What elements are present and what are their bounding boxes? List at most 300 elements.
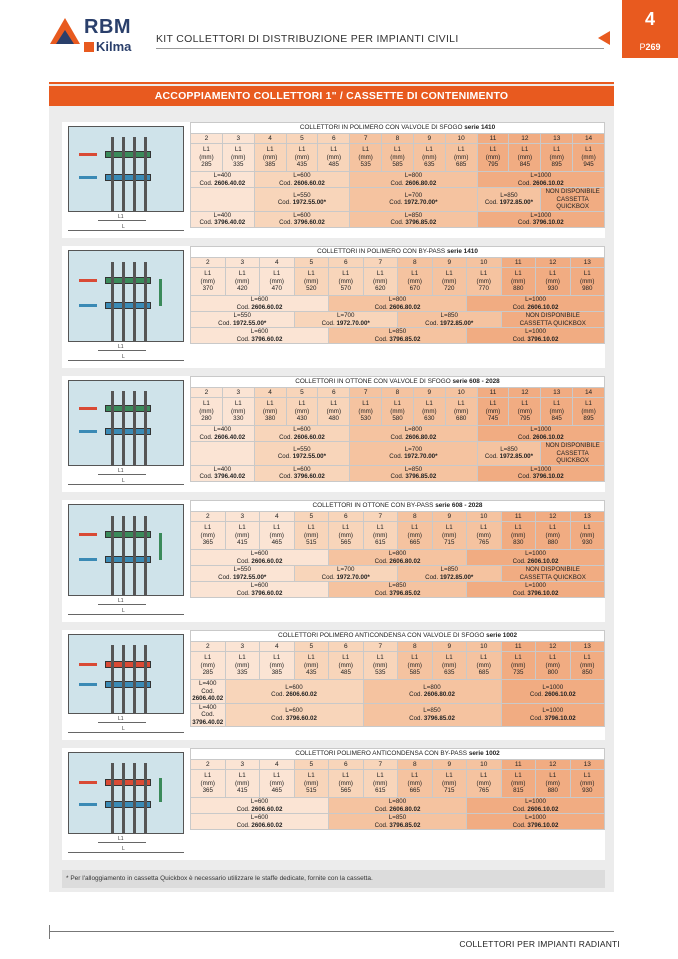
cod-cell: L=400 Cod. 2606.40.02 (192, 680, 224, 702)
l1-cell: L1 (mm) 795 (477, 144, 509, 172)
cod-cell: L=600 Cod. 2606.60.02 (191, 550, 329, 566)
flow-arrow-icon (79, 558, 97, 561)
outlet-count: 13 (541, 388, 573, 398)
cod-cell: L=850 Cod. 3796.85.02 (363, 703, 501, 727)
cod-cell: L=600 Cod. 2606.60.02 (225, 680, 363, 704)
collector-illustration (62, 376, 190, 492)
l1-cell: L1 (mm) 285 (191, 144, 223, 172)
outlet-count: 6 (318, 388, 350, 398)
outlet-count: 14 (573, 388, 605, 398)
outlet-count: 11 (477, 388, 509, 398)
outlet-count: 7 (363, 258, 398, 268)
cod-cell: L=400 Cod. 3796.40.02 (192, 703, 224, 726)
outlet-count: 7 (363, 512, 398, 522)
table-title: COLLETTORI POLIMERO ANTICONDENSA CON BY-PASS serie 1002 (191, 749, 605, 760)
dimension-table (190, 376, 605, 482)
dimension-l1-label: L1 (118, 716, 124, 722)
l1-cell: L1 (mm) 635 (432, 652, 467, 680)
cod-cell: L=600 Cod. 2606.60.02 (191, 296, 329, 312)
cod-cell: L=800 Cod. 2606.80.02 (350, 426, 477, 442)
outlet-count: 3 (225, 512, 260, 522)
dimension-l-label: L (122, 726, 125, 732)
l1-cell: L1 (mm) 630 (413, 398, 445, 426)
outlet-count: 11 (501, 512, 536, 522)
header-divider (156, 48, 604, 49)
cod-cell: L=1000 Cod. 3796.10.02 (501, 703, 605, 727)
l1-cell: L1 (mm) 570 (329, 268, 364, 296)
cod-cell: L=1000 Cod. 3796.10.02 (467, 814, 605, 830)
outlet-count: 10 (467, 512, 502, 522)
outlet-count: 6 (329, 642, 364, 652)
dimension-l1-label: L1 (118, 214, 124, 220)
outlet-count: 12 (509, 134, 541, 144)
cod-cell: L=550 Cod. 1972.55.00* (191, 312, 295, 328)
l1-cell: L1 (mm) 770 (467, 268, 502, 296)
collector-block (62, 376, 605, 492)
cod-cell: L=1000 Cod. 3796.10.02 (467, 328, 605, 344)
cod-cell: L=800 Cod. 2606.80.02 (329, 296, 467, 312)
collector-block (62, 246, 605, 368)
l1-cell: L1 (mm) 930 (570, 522, 605, 550)
empty-cell (191, 188, 255, 212)
pipe (122, 516, 125, 595)
outlet-count: 6 (329, 760, 364, 770)
not-available-cell: NON DISPONIBILE CASSETTA QUICKBOX (541, 442, 605, 466)
logo-brand: RBM (84, 16, 132, 38)
l1-cell: L1 (mm) 880 (501, 268, 536, 296)
outlet-count: 3 (225, 760, 260, 770)
dimension-l-label: L (122, 478, 125, 484)
dimension-table (190, 748, 605, 830)
flow-arrow-icon (79, 803, 97, 806)
table-title: COLLETTORI IN POLIMERO CON VALVOLE DI SFOGO serie 1410 (191, 123, 605, 134)
l1-cell: L1 (mm) 385 (260, 652, 295, 680)
outlet-count: 7 (350, 388, 382, 398)
not-available-cell: NON DISPONIBILE CASSETTA QUICKBOX (541, 188, 605, 212)
pipe (133, 391, 136, 465)
kilma-square-icon (84, 42, 94, 52)
cod-cell: L=800 Cod. 2606.80.02 (329, 798, 467, 814)
outlet-count: 2 (191, 760, 226, 770)
outlet-count: 4 (260, 642, 295, 652)
outlet-count: 8 (398, 642, 433, 652)
cod-cell: L=1000 Cod. 2606.10.02 (477, 426, 604, 442)
outlet-count: 3 (225, 642, 260, 652)
outlet-count: 13 (570, 258, 605, 268)
l1-cell: L1 (mm) 530 (350, 398, 382, 426)
cod-cell: L=600 Cod. 3796.60.02 (225, 703, 363, 727)
outlet-count: 8 (382, 134, 414, 144)
cod-cell: L=550 Cod. 1972.55.00* (254, 442, 350, 466)
l1-cell: L1 (mm) 845 (509, 144, 541, 172)
l1-cell: L1 (mm) 415 (225, 522, 260, 550)
l1-cell: L1 (mm) 435 (294, 652, 329, 680)
l1-cell: L1 (mm) 850 (570, 652, 605, 680)
outlet-count: 8 (382, 388, 414, 398)
bypass-pipe (159, 533, 162, 561)
outlet-count: 4 (254, 388, 286, 398)
pipe (122, 262, 125, 341)
pipe (122, 645, 125, 714)
cod-cell: L=1000 Cod. 3796.10.02 (477, 211, 604, 227)
l1-cell: L1 (mm) 665 (398, 770, 433, 798)
outlet-count: 5 (286, 134, 318, 144)
l1-cell: L1 (mm) 435 (286, 144, 318, 172)
l1-cell: L1 (mm) 565 (329, 522, 364, 550)
flow-arrow-icon (79, 533, 97, 536)
l1-cell: L1 (mm) 335 (225, 652, 260, 680)
l1-cell: L1 (mm) 430 (286, 398, 318, 426)
l1-cell: L1 (mm) 335 (222, 144, 254, 172)
bypass-pipe (159, 778, 162, 803)
l1-cell: L1 (mm) 635 (413, 144, 445, 172)
l1-cell: L1 (mm) 845 (541, 398, 573, 426)
pipe (133, 763, 136, 834)
outlet-count: 10 (467, 258, 502, 268)
cod-cell: L=400 Cod. 2606.40.02 (191, 172, 255, 188)
outlet-count: 4 (260, 760, 295, 770)
outlet-count: 11 (501, 258, 536, 268)
outlet-count: 6 (329, 512, 364, 522)
outlet-count: 3 (222, 134, 254, 144)
outlet-count: 13 (570, 760, 605, 770)
cod-cell: L=850 Cod. 3796.85.02 (329, 814, 467, 830)
cod-cell: L=1000 Cod. 2606.10.02 (467, 798, 605, 814)
dimension-l1 (98, 604, 146, 605)
l1-cell: L1 (mm) 585 (398, 652, 433, 680)
l1-cell: L1 (mm) 385 (254, 144, 286, 172)
outlet-count: 4 (260, 512, 295, 522)
cod-cell: L=800 Cod. 2606.80.02 (363, 680, 501, 704)
l1-cell: L1 (mm) 800 (536, 652, 571, 680)
l1-cell: L1 (mm) 670 (398, 268, 433, 296)
page-number: P269 (622, 42, 678, 56)
dimension-l1-label: L1 (118, 836, 124, 842)
cod-cell: L=600 Cod. 2606.60.02 (254, 172, 350, 188)
pipe (111, 262, 114, 341)
dimension-l-label: L (122, 608, 125, 614)
l1-cell: L1 (mm) 380 (254, 398, 286, 426)
l1-cell: L1 (mm) 880 (536, 770, 571, 798)
flow-arrow-icon (79, 430, 97, 433)
cod-cell: L=700 Cod. 1972.70.00* (294, 312, 398, 328)
cod-cell: L=600 Cod. 3796.60.02 (254, 465, 350, 481)
pipe (111, 645, 114, 714)
l1-cell: L1 (mm) 580 (382, 398, 414, 426)
cod-cell: L=400 Cod. 3796.40.02 (191, 465, 255, 481)
table-title: COLLETTORI IN OTTONE CON BY-PASS serie 608 - 2028 (191, 501, 605, 512)
cod-cell: L=850 Cod. 3796.85.02 (350, 465, 477, 481)
l1-cell: L1 (mm) 615 (363, 522, 398, 550)
pipe (133, 137, 136, 211)
outlet-count: 12 (536, 642, 571, 652)
l1-cell: L1 (mm) 930 (570, 770, 605, 798)
cod-cell: L=850 Cod. 3796.85.02 (329, 582, 467, 598)
outlet-count: 14 (573, 134, 605, 144)
l1-cell: L1 (mm) 895 (573, 398, 605, 426)
l1-cell: L1 (mm) 735 (501, 652, 536, 680)
cabinet-box (68, 126, 184, 212)
l1-cell: L1 (mm) 745 (477, 398, 509, 426)
l1-cell: L1 (mm) 685 (445, 144, 477, 172)
outlet-count: 8 (398, 760, 433, 770)
l1-cell: L1 (mm) 485 (318, 144, 350, 172)
footer-divider (49, 931, 614, 932)
outlet-count: 7 (350, 134, 382, 144)
outlet-count: 10 (467, 642, 502, 652)
pipe (111, 137, 114, 211)
cod-cell: L=1000 Cod. 2606.10.02 (501, 680, 605, 704)
l1-cell: L1 (mm) 715 (432, 522, 467, 550)
collector-illustration (62, 748, 190, 860)
l1-cell: L1 (mm) 535 (363, 652, 398, 680)
outlet-count: 12 (509, 388, 541, 398)
pipe (144, 391, 147, 465)
cod-cell: L=700 Cod. 1972.70.00* (350, 442, 477, 466)
content-panel (49, 82, 614, 892)
bypass-pipe (159, 279, 162, 307)
l1-cell: L1 (mm) 415 (225, 770, 260, 798)
dimension-l (68, 484, 184, 485)
l1-cell: L1 (mm) 515 (294, 522, 329, 550)
dimension-l1 (98, 474, 146, 475)
l1-cell: L1 (mm) 330 (222, 398, 254, 426)
l1-cell: L1 (mm) 945 (573, 144, 605, 172)
dimension-table (190, 246, 605, 344)
pipe (144, 262, 147, 341)
l1-cell: L1 (mm) 465 (260, 770, 295, 798)
cod-cell: L=600 Cod. 3796.60.02 (254, 211, 350, 227)
dimension-l1 (98, 220, 146, 221)
header-title: KIT COLLETTORI DI DISTRIBUZIONE PER IMPIANTI CIVILI (156, 33, 459, 45)
dimension-l (68, 360, 184, 361)
flow-arrow-icon (79, 304, 97, 307)
outlet-count: 10 (445, 388, 477, 398)
outlet-count: 12 (536, 258, 571, 268)
l1-cell: L1 (mm) 720 (432, 268, 467, 296)
collector-block (62, 748, 605, 860)
dimension-l (68, 732, 184, 733)
l1-cell: L1 (mm) 480 (318, 398, 350, 426)
flow-arrow-icon (79, 781, 97, 784)
l1-cell: L1 (mm) 520 (294, 268, 329, 296)
logo-inner-triangle-icon (56, 30, 74, 44)
cod-cell: L=400 Cod. 2606.40.02 (191, 426, 255, 442)
pipe (111, 763, 114, 834)
cabinet-box (68, 634, 184, 714)
outlet-count: 2 (191, 388, 223, 398)
not-available-cell: NON DISPONIBILE CASSETTA QUICKBOX (501, 312, 605, 328)
pipe (122, 763, 125, 834)
cabinet-box (68, 752, 184, 834)
dimension-l1 (98, 350, 146, 351)
dimension-l1 (98, 722, 146, 723)
outlet-count: 12 (536, 760, 571, 770)
arrow-left-icon (598, 31, 610, 45)
outlet-count: 5 (294, 760, 329, 770)
outlet-count: 9 (432, 642, 467, 652)
section-banner: ACCOPPIAMENTO COLLETTORI 1" / CASSETTE DI CONTENIMENTO (49, 86, 614, 106)
outlet-count: 2 (191, 258, 226, 268)
cod-cell: L=600 Cod. 3796.60.02 (191, 328, 329, 344)
outlet-count: 9 (432, 512, 467, 522)
l1-cell: L1 (mm) 365 (191, 522, 226, 550)
cod-cell: L=800 Cod. 2606.80.02 (350, 172, 477, 188)
l1-cell: L1 (mm) 615 (363, 770, 398, 798)
empty-cell (191, 442, 255, 466)
cod-cell: L=1000 Cod. 2606.10.02 (467, 550, 605, 566)
l1-cell: L1 (mm) 815 (501, 770, 536, 798)
dimension-table (190, 500, 605, 598)
dimension-table (190, 122, 605, 228)
footnote: * Per l'alloggiamento in cassetta Quickbox è necessario utilizzare le staffe dedicate, fornite con la cassetta. (62, 870, 605, 888)
table-title: COLLETTORI IN POLIMERO CON BY-PASS serie 1410 (191, 247, 605, 258)
outlet-count: 9 (432, 760, 467, 770)
outlet-count: 11 (477, 134, 509, 144)
pipe (144, 763, 147, 834)
outlet-count: 12 (536, 512, 571, 522)
footer-tick (49, 925, 50, 939)
collector-illustration (62, 630, 190, 740)
collector-block (62, 630, 605, 740)
l1-cell: L1 (mm) 470 (260, 268, 295, 296)
flow-arrow-icon (79, 279, 97, 282)
l1-cell: L1 (mm) 895 (541, 144, 573, 172)
outlet-count: 13 (541, 134, 573, 144)
dimension-l (68, 852, 184, 853)
pipe (133, 262, 136, 341)
l1-cell: L1 (mm) 665 (398, 522, 433, 550)
pipe (144, 645, 147, 714)
collector-block (62, 122, 605, 238)
l1-cell: L1 (mm) 620 (363, 268, 398, 296)
outlet-count: 6 (329, 258, 364, 268)
pipe (144, 137, 147, 211)
flow-arrow-icon (79, 663, 97, 666)
outlet-count: 10 (445, 134, 477, 144)
cod-cell: L=850 Cod. 1972.85.00* (477, 442, 541, 466)
outlet-count: 8 (398, 258, 433, 268)
outlet-count: 7 (363, 642, 398, 652)
l1-cell: L1 (mm) 880 (536, 522, 571, 550)
dimension-l1 (98, 842, 146, 843)
cod-cell: L=400 Cod. 3796.40.02 (191, 211, 255, 227)
cod-cell: L=600 Cod. 2606.60.02 (191, 798, 329, 814)
l1-cell: L1 (mm) 765 (467, 522, 502, 550)
flow-arrow-icon (79, 153, 97, 156)
rbm-logo (50, 16, 146, 56)
cod-cell: L=550 Cod. 1972.55.00* (191, 566, 295, 582)
outlet-count: 6 (318, 134, 350, 144)
flow-arrow-icon (79, 407, 97, 410)
outlet-count: 3 (222, 388, 254, 398)
l1-cell: L1 (mm) 420 (225, 268, 260, 296)
cod-cell: L=850 Cod. 1972.85.00* (398, 566, 502, 582)
dimension-table (190, 630, 605, 727)
pipe (122, 391, 125, 465)
outlet-count: 13 (570, 512, 605, 522)
cod-cell: L=1000 Cod. 3796.10.02 (477, 465, 604, 481)
dimension-l-label: L (122, 846, 125, 852)
footer-text: COLLETTORI PER IMPIANTI RADIANTI (459, 939, 620, 949)
collector-illustration (62, 122, 190, 238)
l1-cell: L1 (mm) 980 (570, 268, 605, 296)
cod-cell: L=1000 Cod. 2606.10.02 (467, 296, 605, 312)
l1-cell: L1 (mm) 685 (467, 652, 502, 680)
cod-cell: L=600 Cod. 2606.60.02 (254, 426, 350, 442)
l1-cell: L1 (mm) 280 (191, 398, 223, 426)
l1-cell: L1 (mm) 565 (329, 770, 364, 798)
cod-cell: L=1000 Cod. 2606.10.02 (477, 172, 604, 188)
dimension-l (68, 614, 184, 615)
collector-illustration (62, 246, 190, 368)
cod-cell: L=550 Cod. 1972.55.00* (254, 188, 350, 212)
cod-cell: L=700 Cod. 1972.70.00* (294, 566, 398, 582)
flow-arrow-icon (79, 683, 97, 686)
outlet-count: 10 (467, 760, 502, 770)
cod-cell: L=800 Cod. 2606.80.02 (329, 550, 467, 566)
dimension-l-label: L (122, 224, 125, 230)
outlet-count: 2 (191, 512, 226, 522)
l1-cell: L1 (mm) 930 (536, 268, 571, 296)
outlet-count: 4 (260, 258, 295, 268)
outlet-count: 7 (363, 760, 398, 770)
dimension-l1-label: L1 (118, 468, 124, 474)
cod-cell: L=850 Cod. 3796.85.02 (350, 211, 477, 227)
l1-cell: L1 (mm) 485 (329, 652, 364, 680)
l1-cell: L1 (mm) 765 (467, 770, 502, 798)
l1-cell: L1 (mm) 830 (501, 522, 536, 550)
outlet-count: 8 (398, 512, 433, 522)
dimension-l1-label: L1 (118, 344, 124, 350)
outlet-count: 9 (432, 258, 467, 268)
outlet-count: 5 (294, 642, 329, 652)
l1-cell: L1 (mm) 680 (445, 398, 477, 426)
outlet-count: 9 (413, 134, 445, 144)
cabinet-box (68, 504, 184, 596)
l1-cell: L1 (mm) 370 (191, 268, 226, 296)
outlet-count: 5 (294, 512, 329, 522)
flow-arrow-icon (79, 176, 97, 179)
outlet-count: 11 (501, 760, 536, 770)
outlet-count: 5 (286, 388, 318, 398)
collector-block (62, 500, 605, 622)
l1-cell: L1 (mm) 465 (260, 522, 295, 550)
dimension-l (68, 230, 184, 231)
outlet-count: 13 (570, 642, 605, 652)
pipe (144, 516, 147, 595)
dimension-l1-label: L1 (118, 598, 124, 604)
outlet-count: 2 (191, 134, 223, 144)
table-title: COLLETTORI IN OTTONE CON VALVOLE DI SFOGO serie 608 - 2028 (191, 377, 605, 388)
not-available-cell: NON DISPONIBILE CASSETTA QUICKBOX (501, 566, 605, 582)
l1-cell: L1 (mm) 585 (382, 144, 414, 172)
chapter-number: 4 (644, 8, 655, 29)
outlet-count: 5 (294, 258, 329, 268)
cod-cell: L=600 Cod. 3796.60.02 (191, 582, 329, 598)
pipe (122, 137, 125, 211)
l1-cell: L1 (mm) 795 (509, 398, 541, 426)
cod-cell: L=850 Cod. 1972.85.00* (477, 188, 541, 212)
outlet-count: 2 (191, 642, 226, 652)
pipe (111, 516, 114, 595)
pipe (133, 516, 136, 595)
cod-cell: L=700 Cod. 1972.70.00* (350, 188, 477, 212)
cabinet-box (68, 250, 184, 342)
pipe (111, 391, 114, 465)
outlet-count: 11 (501, 642, 536, 652)
l1-cell: L1 (mm) 285 (191, 652, 226, 680)
